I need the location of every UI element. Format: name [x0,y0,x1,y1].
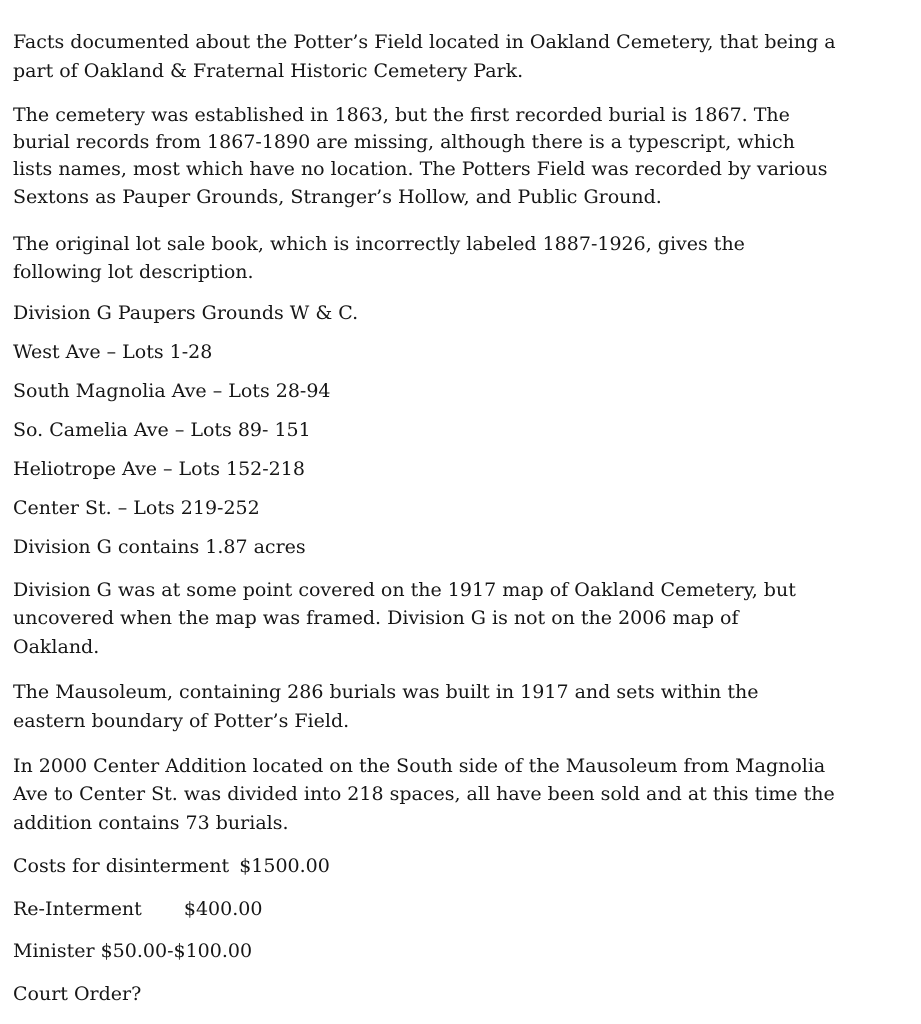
cost-disinterment-amount: $1500.00 [239,855,330,877]
division-heading: Division G Paupers Grounds W & C. [13,302,359,324]
intro-line-1: Facts documented about the Potter’s Field located in Oakland Cemetery, that being a [13,31,836,53]
court-order: Court Order? [13,983,142,1005]
history-line-1: The cemetery was established in 1863, but the first recorded burial is 1867. The [13,104,790,126]
center-addition-line-1: In 2000 Center Addition located on the South side of the Mausoleum from Magnolia [13,755,826,777]
intro-line-2: part of Oakland & Fraternal Historic Cemetery Park. [13,60,524,82]
mausoleum-line-1: The Mausoleum, containing 286 burials was built in 1917 and sets within the [13,681,759,703]
center-addition-line-3: addition contains 73 burials. [13,812,289,834]
map-note-line-1: Division G was at some point covered on the 1917 map of Oakland Cemetery, but [13,579,796,601]
history-line-2: burial records from 1867-1890 are missing, although there is a typescript, which [13,131,795,153]
division-area: Division G contains 1.87 acres [13,536,306,558]
lot-line-center-st: Center St. – Lots 219-252 [13,497,260,519]
cost-minister: Minister $50.00-$100.00 [13,940,253,962]
lot-line-heliotrope: Heliotrope Ave – Lots 152-218 [13,458,305,480]
mausoleum-line-2: eastern boundary of Potter’s Field. [13,710,350,732]
center-addition-line-2: Ave to Center St. was divided into 218 spaces, all have been sold and at this time the [13,783,835,805]
lot-book-line-1: The original lot sale book, which is incorrectly labeled 1887-1926, gives the [13,233,745,255]
lot-line-south-magnolia: South Magnolia Ave – Lots 28-94 [13,380,331,402]
map-note-line-2: uncovered when the map was framed. Division G is not on the 2006 map of [13,607,739,629]
lot-line-west-ave: West Ave – Lots 1-28 [13,341,213,363]
history-line-3: lists names, most which have no location. The Potters Field was recorded by various [13,158,828,180]
cost-disinterment [13,857,330,876]
cost-reinterment-label: Re-Interment [13,898,142,920]
cost-disinterment-label: Costs for disinterment [13,855,230,877]
map-note-line-3: Oakland. [13,636,100,658]
cost-reinterment-amount: $400.00 [183,898,263,920]
cost-reinterment [13,900,262,919]
lot-book-line-2: following lot description. [13,261,254,283]
history-line-4: Sextons as Pauper Grounds, Stranger’s Hollow, and Public Ground. [13,186,662,208]
lot-line-camelia: So. Camelia Ave – Lots 89- 151 [13,419,311,441]
